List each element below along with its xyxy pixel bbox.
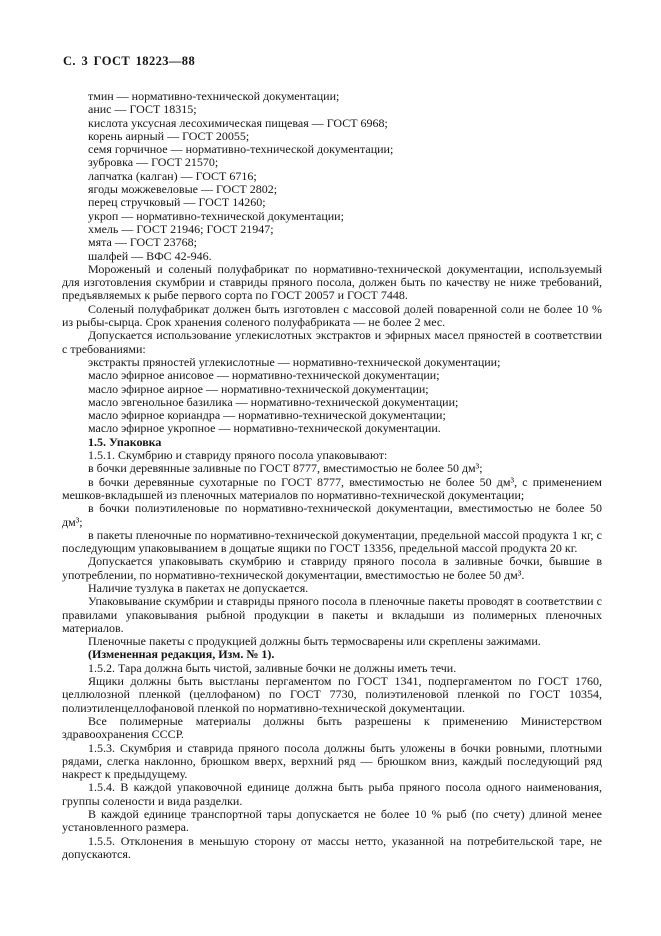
paragraph: кислота уксусная лесохимическая пищевая — ГОСТ 6968;: [88, 115, 388, 130]
paragraph: укроп — нормативно-технической документации;: [88, 208, 344, 223]
paragraph: Допускается упаковывать скумбрию и ставриду пряного посола в заливные бочки, бывшие в употреблении, по нормативно-технической документации, вместимостью не более 50 дм³.: [62, 554, 602, 582]
paragraph: в бочки полиэтиленовые по нормативно-технической документации, вместимостью не более 50 дм³;: [62, 501, 602, 529]
paragraph: Наличие тузлука в пакетах не допускается.: [88, 580, 309, 595]
paragraph: Ящики должны быть выстланы пергаментом по ГОСТ 1341, подпергаментом по ГОСТ 1760, целлюлозной пленкой (целлофаном) по ГОСТ 7730, полиэтиленовой пленкой по ГОСТ 10354, полиэтиленцеллофановой пленкой по нормативно-технической документации.: [62, 674, 602, 715]
paragraph: Мороженый и соленый полуфабрикат по нормативно-технической документации, используемый для изготовления скумбрии и ставриды пряного посола, должен быть по качеству не ниже требований, предъявляемых к рыбе первого сорта по ГОСТ 20057 и ГОСТ 7448.: [62, 261, 602, 303]
paragraph: анис — ГОСТ 18315;: [88, 102, 197, 117]
paragraph: Допускается использование углекислотных экстрактов и эфирных масел пряностей в соответствии с требованиями:: [62, 328, 602, 356]
paragraph: Упаковывание скумбрии и ставриды пряного посола в пленочные пакеты проводят в соответствии с правилами упаковывания рыбной продукции в пакеты и вкладыши из полимерных пленочных материалов.: [62, 594, 602, 635]
paragraph: зубровка — ГОСТ 21570;: [88, 155, 219, 170]
paragraph: масло эфирное аирное — нормативно-технической документации;: [88, 381, 429, 396]
paragraph: лапчатка (калган) — ГОСТ 6716;: [88, 168, 257, 183]
paragraph: масло эфирное анисовое — нормативно-технической документации;: [88, 368, 440, 383]
paragraph: 1.5.3. Скумбрия и ставрида пряного посола должны быть уложены в бочки ровными, плотными рядами, слегка наклонно, брюшком вверх, верхний ряд — брюшком вниз, каждый последующий ряд накрест к предыдущему.: [62, 740, 602, 782]
paragraph: тмин — нормативно-технической документации;: [88, 89, 340, 103]
paragraph: Соленый полуфабрикат должен быть изготовлен с массовой долей поваренной соли не более 10 % из рыбы-сырца. Срок хранения соленого полуфабриката — не более 2 мес.: [62, 301, 602, 330]
paragraph: В каждой единице транспортной тары допускается не более 10 % рыб (по счету) длиной менее установленного размера.: [62, 807, 602, 835]
paragraph: семя горчичное — нормативно-технической документации;: [88, 142, 394, 157]
paragraph: хмель — ГОСТ 21946; ГОСТ 21947;: [88, 221, 274, 236]
paragraph: 1.5.2. Тара должна быть чистой, заливные бочки не должны иметь течи.: [88, 660, 457, 675]
paragraph: мята — ГОСТ 23768;: [88, 235, 197, 250]
paragraph: масло эфирное укропное — нормативно-технической документации.: [88, 421, 441, 436]
paragraph: 1.5.1. Скумбрию и ставриду пряного посола упаковывают:: [88, 448, 388, 463]
paragraph: в пакеты пленочные по нормативно-технической документации, предельной массой продукта 1 кг, с последующим упаковыванием в дощатые ящики по ГОСТ 13356, предельной массой продукта 20 кг.: [62, 527, 602, 556]
paragraph: перец стручковый — ГОСТ 14260;: [88, 195, 266, 210]
page-header: С. 3 ГОСТ 18223—88: [63, 54, 196, 68]
paragraph: масло эвгенольное базилика — нормативно-технической документации;: [88, 394, 459, 409]
paragraph: масло эфирное кориандра — нормативно-технической документации;: [88, 408, 446, 423]
paragraph: корень аирный — ГОСТ 20055;: [88, 128, 250, 143]
paragraph: в бочки деревянные заливные по ГОСТ 8777, вместимостью не более 50 дм³;: [88, 461, 483, 476]
paragraph: Все полимерные материалы должны быть разрешены к применению Министерством здравоохранения СССР.: [62, 713, 602, 742]
paragraph: шалфей — ВФС 42-946.: [88, 248, 212, 263]
paragraph: экстракты пряностей углекислотные — нормативно-технической документации;: [88, 354, 501, 369]
paragraph: 1.5.4. В каждой упаковочной единице должна быть рыба пряного посола одного наименования, группы солености и вида разделки.: [62, 780, 602, 808]
paragraph-bold: (Измененная редакция, Изм. № 1).: [88, 647, 275, 662]
paragraph: ягоды можжевеловые — ГОСТ 2802;: [88, 182, 278, 197]
document-body: [62, 90, 602, 861]
paragraph: 1.5.5. Отклонения в меньшую сторону от массы нетто, указанной на потребительской таре, не допускаются.: [62, 833, 602, 861]
paragraph: в бочки деревянные сухотарные по ГОСТ 8777, вместимостью не более 50 дм³, с применением мешков-вкладышей из пленочных материалов по нормативно-технической документации;: [62, 474, 602, 502]
paragraph: Пленочные пакеты с продукцией должны быть термосварены или скреплены зажимами.: [88, 634, 541, 649]
paragraph-bold: 1.5. Упаковка: [88, 434, 162, 449]
